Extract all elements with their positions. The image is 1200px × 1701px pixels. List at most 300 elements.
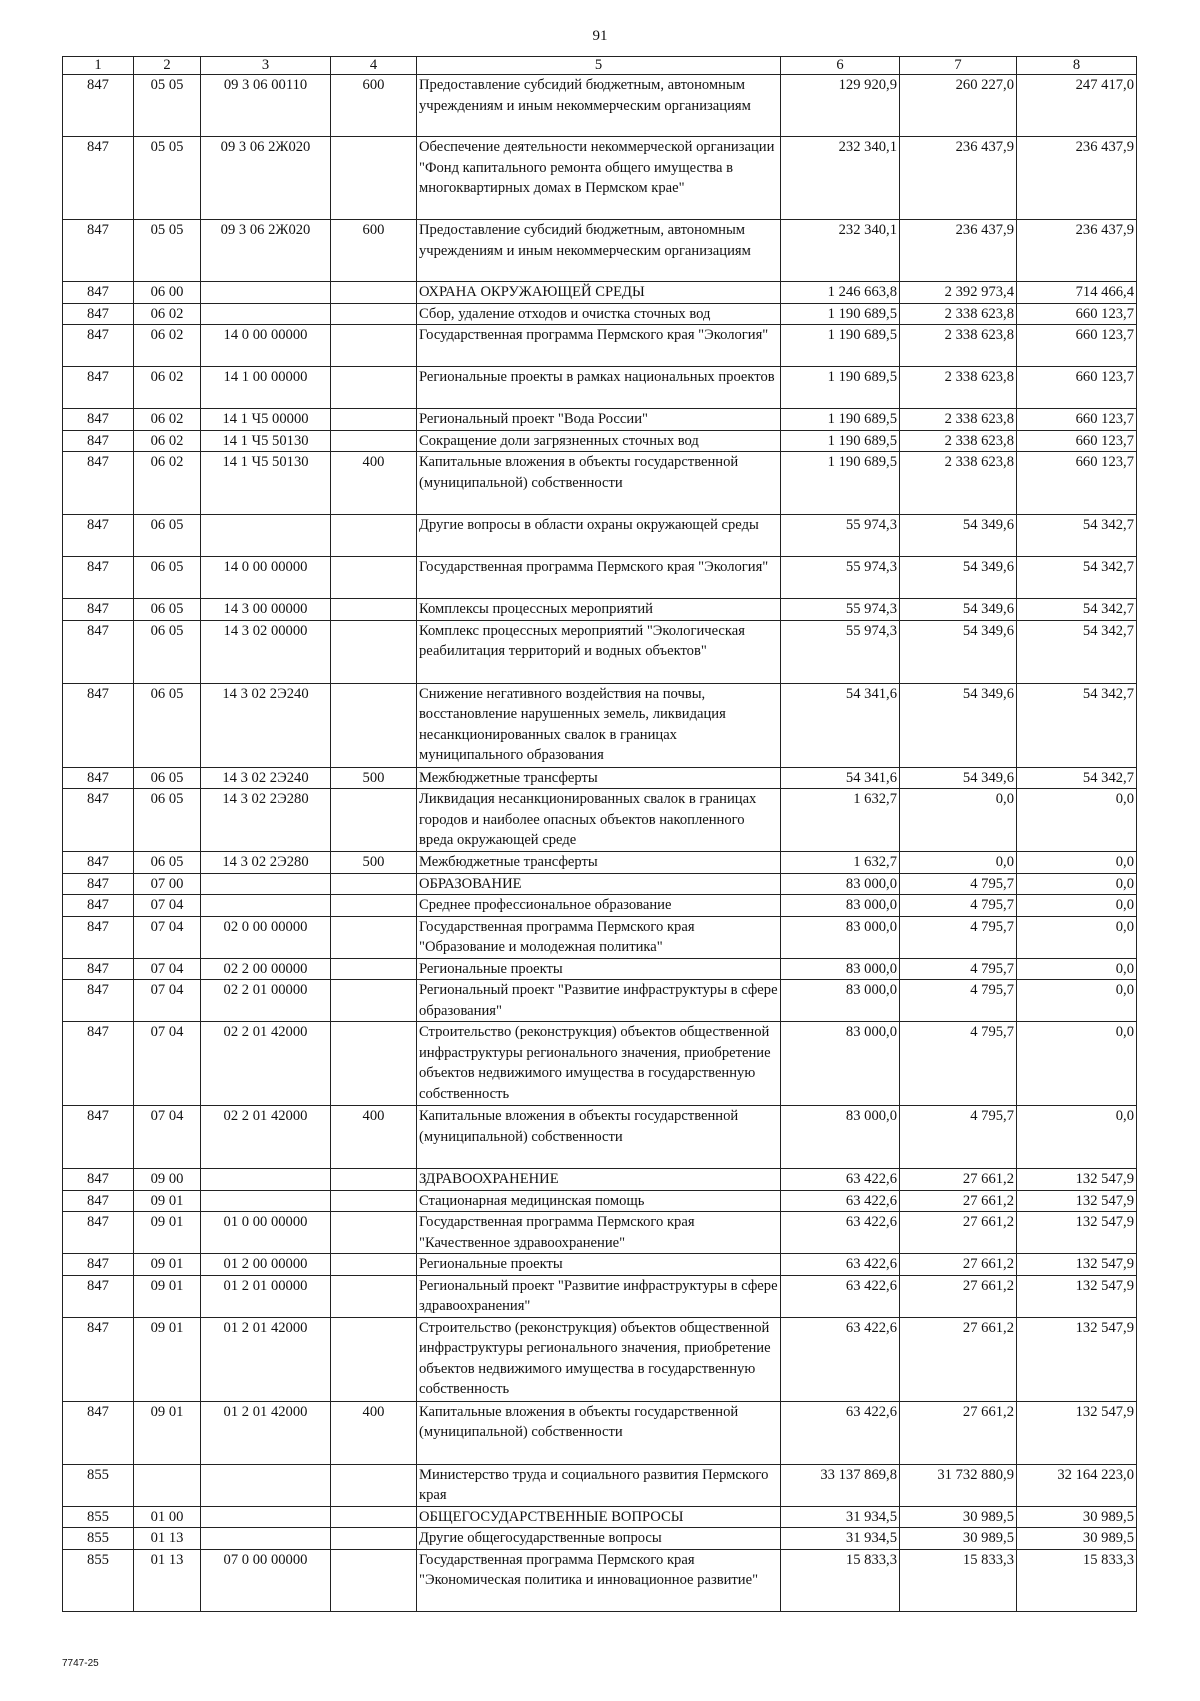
- cell-col3: 01 2 01 42000: [201, 1401, 331, 1464]
- cell-col3: 09 3 06 2Ж020: [201, 137, 331, 220]
- cell-col4: [331, 1464, 417, 1506]
- cell-col1: 847: [63, 1190, 134, 1212]
- cell-col3: [201, 1506, 331, 1528]
- cell-col8: 0,0: [1017, 1106, 1137, 1169]
- cell-col8: 0,0: [1017, 895, 1137, 917]
- cell-col1: 847: [63, 282, 134, 304]
- table-row: [63, 1275, 1137, 1317]
- table-row: [63, 1190, 1137, 1212]
- cell-col3: [201, 1169, 331, 1191]
- cell-col8: 0,0: [1017, 1022, 1137, 1106]
- cell-col8: 0,0: [1017, 789, 1137, 852]
- cell-col3: 14 3 00 00000: [201, 599, 331, 621]
- cell-col8: 54 342,7: [1017, 599, 1137, 621]
- cell-col4: [331, 137, 417, 220]
- cell-col8: 132 547,9: [1017, 1254, 1137, 1276]
- table-row: [63, 1464, 1137, 1506]
- cell-col2: 06 05: [134, 683, 201, 767]
- cell-col2: 07 04: [134, 958, 201, 980]
- cell-col6: 55 974,3: [781, 557, 900, 599]
- column-number-row: [63, 57, 1137, 75]
- cell-col2: 06 05: [134, 852, 201, 874]
- cell-col7: 54 349,6: [900, 683, 1017, 767]
- cell-col6: 83 000,0: [781, 916, 900, 958]
- cell-col8: 54 342,7: [1017, 515, 1137, 557]
- cell-col4: [331, 620, 417, 683]
- column-header-4: 4: [331, 57, 417, 75]
- cell-col7: 0,0: [900, 852, 1017, 874]
- table-row: [63, 325, 1137, 367]
- cell-col2: 09 01: [134, 1275, 201, 1317]
- cell-col4: 500: [331, 852, 417, 874]
- cell-col6: 1 190 689,5: [781, 367, 900, 409]
- cell-col8: 660 123,7: [1017, 325, 1137, 367]
- cell-col4: [331, 557, 417, 599]
- cell-col8: 247 417,0: [1017, 75, 1137, 137]
- cell-col1: 847: [63, 1317, 134, 1401]
- table-row: [63, 452, 1137, 515]
- cell-col5: Региональный проект "Развитие инфраструктуры в сфере здравоохранения": [417, 1275, 781, 1317]
- cell-col6: 54 341,6: [781, 767, 900, 789]
- cell-col3: 14 1 Ч5 50130: [201, 430, 331, 452]
- cell-col2: 06 05: [134, 789, 201, 852]
- cell-col4: 500: [331, 767, 417, 789]
- cell-col4: [331, 895, 417, 917]
- cell-col3: [201, 873, 331, 895]
- cell-col6: 63 422,6: [781, 1275, 900, 1317]
- cell-col8: 15 833,3: [1017, 1549, 1137, 1611]
- cell-col2: 05 05: [134, 137, 201, 220]
- cell-col1: 847: [63, 557, 134, 599]
- cell-col4: 400: [331, 1106, 417, 1169]
- cell-col8: 660 123,7: [1017, 409, 1137, 431]
- cell-col4: [331, 1022, 417, 1106]
- cell-col8: 236 437,9: [1017, 137, 1137, 220]
- cell-col5: Строительство (реконструкция) объектов общественной инфраструктуры регионального значения, приобретение объектов недвижимого имущества в государственную собственность: [417, 1317, 781, 1401]
- cell-col1: 855: [63, 1528, 134, 1550]
- cell-col4: [331, 958, 417, 980]
- cell-col7: 54 349,6: [900, 599, 1017, 621]
- cell-col2: 09 00: [134, 1169, 201, 1191]
- cell-col3: 01 0 00 00000: [201, 1212, 331, 1254]
- cell-col6: 55 974,3: [781, 599, 900, 621]
- cell-col1: 847: [63, 367, 134, 409]
- cell-col7: 260 227,0: [900, 75, 1017, 137]
- cell-col6: 1 190 689,5: [781, 303, 900, 325]
- cell-col8: 0,0: [1017, 916, 1137, 958]
- table-row: [63, 767, 1137, 789]
- cell-col7: 4 795,7: [900, 895, 1017, 917]
- table-row: [63, 282, 1137, 304]
- cell-col5: Государственная программа Пермского края "Экономическая политика и инновационное развитие": [417, 1549, 781, 1611]
- table-row: [63, 852, 1137, 874]
- cell-col3: [201, 515, 331, 557]
- cell-col7: 4 795,7: [900, 980, 1017, 1022]
- cell-col3: 01 2 01 00000: [201, 1275, 331, 1317]
- cell-col8: 132 547,9: [1017, 1275, 1137, 1317]
- cell-col6: 83 000,0: [781, 895, 900, 917]
- table-row: [63, 137, 1137, 220]
- cell-col6: 63 422,6: [781, 1317, 900, 1401]
- cell-col2: 01 13: [134, 1549, 201, 1611]
- table-row: [63, 1401, 1137, 1464]
- cell-col3: 14 3 02 2Э240: [201, 683, 331, 767]
- cell-col5: ОБЩЕГОСУДАРСТВЕННЫЕ ВОПРОСЫ: [417, 1506, 781, 1528]
- table-row: [63, 1106, 1137, 1169]
- cell-col7: 54 349,6: [900, 767, 1017, 789]
- cell-col6: 83 000,0: [781, 958, 900, 980]
- cell-col7: 30 989,5: [900, 1528, 1017, 1550]
- cell-col6: 1 632,7: [781, 789, 900, 852]
- cell-col6: 1 190 689,5: [781, 430, 900, 452]
- cell-col3: [201, 1528, 331, 1550]
- cell-col6: 1 190 689,5: [781, 452, 900, 515]
- cell-col2: 09 01: [134, 1212, 201, 1254]
- cell-col4: [331, 1212, 417, 1254]
- cell-col5: Сбор, удаление отходов и очистка сточных вод: [417, 303, 781, 325]
- cell-col3: 02 2 01 42000: [201, 1022, 331, 1106]
- table-row: [63, 895, 1137, 917]
- cell-col7: 236 437,9: [900, 220, 1017, 282]
- cell-col5: Строительство (реконструкция) объектов общественной инфраструктуры регионального значения, приобретение объектов недвижимого имущества в государственную собственность: [417, 1022, 781, 1106]
- cell-col5: Государственная программа Пермского края "Качественное здравоохранение": [417, 1212, 781, 1254]
- cell-col2: 07 04: [134, 980, 201, 1022]
- cell-col8: 0,0: [1017, 958, 1137, 980]
- cell-col3: [201, 1464, 331, 1506]
- cell-col4: [331, 1190, 417, 1212]
- cell-col2: 07 04: [134, 895, 201, 917]
- cell-col5: Предоставление субсидий бюджетным, автономным учреждениям и иным некоммерческим организациям: [417, 220, 781, 282]
- cell-col7: 54 349,6: [900, 557, 1017, 599]
- cell-col8: 54 342,7: [1017, 683, 1137, 767]
- cell-col2: [134, 1464, 201, 1506]
- cell-col1: 847: [63, 409, 134, 431]
- table-row: [63, 75, 1137, 137]
- table-row: [63, 303, 1137, 325]
- cell-col5: Сокращение доли загрязненных сточных вод: [417, 430, 781, 452]
- cell-col7: 30 989,5: [900, 1506, 1017, 1528]
- cell-col2: 07 04: [134, 1106, 201, 1169]
- cell-col1: 847: [63, 958, 134, 980]
- cell-col5: Капитальные вложения в объекты государственной (муниципальной) собственности: [417, 452, 781, 515]
- cell-col5: Капитальные вложения в объекты государственной (муниципальной) собственности: [417, 1106, 781, 1169]
- cell-col5: Снижение негативного воздействия на почвы, восстановление нарушенных земель, ликвидация несанкционированных свалок в границах муниципального образования: [417, 683, 781, 767]
- cell-col2: 01 00: [134, 1506, 201, 1528]
- cell-col3: [201, 895, 331, 917]
- cell-col2: 06 02: [134, 430, 201, 452]
- cell-col6: 54 341,6: [781, 683, 900, 767]
- cell-col5: Региональные проекты: [417, 1254, 781, 1276]
- cell-col1: 847: [63, 852, 134, 874]
- cell-col4: [331, 873, 417, 895]
- cell-col3: [201, 282, 331, 304]
- table-row: [63, 409, 1137, 431]
- cell-col8: 132 547,9: [1017, 1317, 1137, 1401]
- cell-col8: 0,0: [1017, 873, 1137, 895]
- cell-col5: Комплекс процессных мероприятий "Экологическая реабилитация территорий и водных объектов": [417, 620, 781, 683]
- cell-col7: 4 795,7: [900, 958, 1017, 980]
- cell-col5: Ликвидация несанкционированных свалок в границах городов и наиболее опасных объектов накопленного вреда окружающей среде: [417, 789, 781, 852]
- cell-col3: 14 3 02 2Э280: [201, 789, 331, 852]
- cell-col6: 1 190 689,5: [781, 409, 900, 431]
- cell-col3: 14 0 00 00000: [201, 557, 331, 599]
- cell-col2: 09 01: [134, 1190, 201, 1212]
- cell-col7: 2 338 623,8: [900, 303, 1017, 325]
- cell-col6: 232 340,1: [781, 220, 900, 282]
- cell-col5: ОБРАЗОВАНИЕ: [417, 873, 781, 895]
- cell-col4: 600: [331, 75, 417, 137]
- cell-col5: Государственная программа Пермского края "Образование и молодежная политика": [417, 916, 781, 958]
- cell-col1: 847: [63, 767, 134, 789]
- cell-col4: [331, 325, 417, 367]
- table-row: [63, 1528, 1137, 1550]
- cell-col3: 02 2 01 00000: [201, 980, 331, 1022]
- cell-col7: 27 661,2: [900, 1190, 1017, 1212]
- column-header-2: 2: [134, 57, 201, 75]
- cell-col2: 06 05: [134, 515, 201, 557]
- cell-col6: 83 000,0: [781, 980, 900, 1022]
- column-header-3: 3: [201, 57, 331, 75]
- cell-col8: 660 123,7: [1017, 452, 1137, 515]
- cell-col8: 132 547,9: [1017, 1190, 1137, 1212]
- cell-col1: 847: [63, 1169, 134, 1191]
- table-row: [63, 789, 1137, 852]
- cell-col4: 400: [331, 452, 417, 515]
- cell-col1: 847: [63, 620, 134, 683]
- cell-col4: [331, 789, 417, 852]
- cell-col3: 01 2 01 42000: [201, 1317, 331, 1401]
- cell-col1: 847: [63, 1022, 134, 1106]
- cell-col4: [331, 409, 417, 431]
- cell-col8: 132 547,9: [1017, 1401, 1137, 1464]
- cell-col4: [331, 599, 417, 621]
- cell-col8: 660 123,7: [1017, 367, 1137, 409]
- cell-col3: 14 3 02 2Э280: [201, 852, 331, 874]
- cell-col5: Государственная программа Пермского края "Экология": [417, 325, 781, 367]
- cell-col8: 660 123,7: [1017, 303, 1137, 325]
- cell-col2: 06 02: [134, 367, 201, 409]
- cell-col6: 129 920,9: [781, 75, 900, 137]
- cell-col6: 15 833,3: [781, 1549, 900, 1611]
- cell-col6: 63 422,6: [781, 1190, 900, 1212]
- cell-col4: [331, 683, 417, 767]
- cell-col8: 132 547,9: [1017, 1169, 1137, 1191]
- cell-col1: 847: [63, 895, 134, 917]
- cell-col2: 09 01: [134, 1254, 201, 1276]
- table-row: [63, 1022, 1137, 1106]
- cell-col6: 31 934,5: [781, 1528, 900, 1550]
- cell-col1: 847: [63, 683, 134, 767]
- cell-col5: Государственная программа Пермского края "Экология": [417, 557, 781, 599]
- cell-col4: [331, 1254, 417, 1276]
- cell-col6: 63 422,6: [781, 1212, 900, 1254]
- cell-col3: [201, 1190, 331, 1212]
- cell-col8: 30 989,5: [1017, 1506, 1137, 1528]
- cell-col6: 31 934,5: [781, 1506, 900, 1528]
- cell-col5: ЗДРАВООХРАНЕНИЕ: [417, 1169, 781, 1191]
- cell-col6: 33 137 869,8: [781, 1464, 900, 1506]
- table-row: [63, 1212, 1137, 1254]
- cell-col6: 83 000,0: [781, 873, 900, 895]
- cell-col7: 2 338 623,8: [900, 452, 1017, 515]
- cell-col7: 31 732 880,9: [900, 1464, 1017, 1506]
- cell-col5: Другие общегосударственные вопросы: [417, 1528, 781, 1550]
- cell-col8: 714 466,4: [1017, 282, 1137, 304]
- cell-col2: 06 02: [134, 303, 201, 325]
- table-row: [63, 220, 1137, 282]
- cell-col1: 855: [63, 1506, 134, 1528]
- budget-table: [62, 56, 1137, 1612]
- cell-col7: 27 661,2: [900, 1401, 1017, 1464]
- cell-col4: [331, 1169, 417, 1191]
- cell-col5: Региональные проекты в рамках национальных проектов: [417, 367, 781, 409]
- table-body: [63, 75, 1137, 1612]
- cell-col1: 847: [63, 452, 134, 515]
- cell-col7: 54 349,6: [900, 515, 1017, 557]
- cell-col4: [331, 282, 417, 304]
- cell-col1: 847: [63, 873, 134, 895]
- cell-col7: 0,0: [900, 789, 1017, 852]
- cell-col2: 06 05: [134, 599, 201, 621]
- cell-col8: 660 123,7: [1017, 430, 1137, 452]
- cell-col7: 4 795,7: [900, 873, 1017, 895]
- cell-col2: 01 13: [134, 1528, 201, 1550]
- cell-col6: 83 000,0: [781, 1106, 900, 1169]
- column-header-7: 7: [900, 57, 1017, 75]
- cell-col3: 02 2 01 42000: [201, 1106, 331, 1169]
- cell-col1: 847: [63, 1106, 134, 1169]
- cell-col6: 232 340,1: [781, 137, 900, 220]
- cell-col6: 63 422,6: [781, 1169, 900, 1191]
- cell-col7: 2 392 973,4: [900, 282, 1017, 304]
- cell-col1: 847: [63, 599, 134, 621]
- cell-col1: 847: [63, 430, 134, 452]
- cell-col1: 847: [63, 789, 134, 852]
- cell-col7: 27 661,2: [900, 1275, 1017, 1317]
- cell-col7: 4 795,7: [900, 1106, 1017, 1169]
- cell-col6: 1 632,7: [781, 852, 900, 874]
- column-header-1: 1: [63, 57, 134, 75]
- table-row: [63, 873, 1137, 895]
- cell-col7: 2 338 623,8: [900, 409, 1017, 431]
- cell-col7: 27 661,2: [900, 1317, 1017, 1401]
- cell-col3: 14 1 00 00000: [201, 367, 331, 409]
- cell-col1: 847: [63, 303, 134, 325]
- cell-col5: ОХРАНА ОКРУЖАЮЩЕЙ СРЕДЫ: [417, 282, 781, 304]
- cell-col7: 4 795,7: [900, 916, 1017, 958]
- cell-col5: Другие вопросы в области охраны окружающей среды: [417, 515, 781, 557]
- cell-col1: 847: [63, 916, 134, 958]
- cell-col2: 06 05: [134, 620, 201, 683]
- table-row: [63, 980, 1137, 1022]
- cell-col6: 1 246 663,8: [781, 282, 900, 304]
- cell-col1: 847: [63, 1212, 134, 1254]
- cell-col4: [331, 303, 417, 325]
- cell-col7: 15 833,3: [900, 1549, 1017, 1611]
- cell-col4: [331, 916, 417, 958]
- cell-col6: 63 422,6: [781, 1254, 900, 1276]
- cell-col2: 06 02: [134, 325, 201, 367]
- cell-col3: 02 2 00 00000: [201, 958, 331, 980]
- cell-col8: 32 164 223,0: [1017, 1464, 1137, 1506]
- cell-col2: 06 05: [134, 557, 201, 599]
- cell-col2: 09 01: [134, 1317, 201, 1401]
- cell-col6: 55 974,3: [781, 515, 900, 557]
- cell-col1: 847: [63, 325, 134, 367]
- cell-col5: Обеспечение деятельности некоммерческой организации "Фонд капитального ремонта общего имущества в многоквартирных домах в Пермском крае": [417, 137, 781, 220]
- cell-col2: 05 05: [134, 75, 201, 137]
- table-row: [63, 1317, 1137, 1401]
- table-row: [63, 599, 1137, 621]
- cell-col2: 06 00: [134, 282, 201, 304]
- cell-col5: Среднее профессиональное образование: [417, 895, 781, 917]
- cell-col1: 855: [63, 1549, 134, 1611]
- column-header-8: 8: [1017, 57, 1137, 75]
- cell-col4: [331, 1549, 417, 1611]
- cell-col5: Предоставление субсидий бюджетным, автономным учреждениям и иным некоммерческим организациям: [417, 75, 781, 137]
- table-row: [63, 916, 1137, 958]
- column-header-6: 6: [781, 57, 900, 75]
- cell-col7: 2 338 623,8: [900, 325, 1017, 367]
- cell-col5: Региональный проект "Развитие инфраструктуры в сфере образования": [417, 980, 781, 1022]
- cell-col3: 14 1 Ч5 50130: [201, 452, 331, 515]
- page-number: 91: [592, 28, 608, 44]
- cell-col7: 27 661,2: [900, 1212, 1017, 1254]
- table-row: [63, 1549, 1137, 1611]
- cell-col4: [331, 1506, 417, 1528]
- cell-col4: [331, 1528, 417, 1550]
- cell-col3: [201, 303, 331, 325]
- cell-col3: 02 0 00 00000: [201, 916, 331, 958]
- table-row: [63, 620, 1137, 683]
- cell-col4: [331, 980, 417, 1022]
- cell-col2: 07 04: [134, 1022, 201, 1106]
- cell-col7: 27 661,2: [900, 1254, 1017, 1276]
- cell-col2: 09 01: [134, 1401, 201, 1464]
- table-row: [63, 958, 1137, 980]
- cell-col8: 0,0: [1017, 852, 1137, 874]
- cell-col6: 1 190 689,5: [781, 325, 900, 367]
- cell-col8: 0,0: [1017, 980, 1137, 1022]
- cell-col4: [331, 430, 417, 452]
- cell-col4: [331, 1317, 417, 1401]
- cell-col8: 54 342,7: [1017, 620, 1137, 683]
- cell-col1: 847: [63, 1401, 134, 1464]
- cell-col4: [331, 1275, 417, 1317]
- table-row: [63, 1506, 1137, 1528]
- cell-col1: 847: [63, 220, 134, 282]
- table-row: [63, 515, 1137, 557]
- cell-col2: 07 04: [134, 916, 201, 958]
- table-row: [63, 430, 1137, 452]
- cell-col1: 847: [63, 1254, 134, 1276]
- cell-col2: 05 05: [134, 220, 201, 282]
- table-header: [63, 57, 1137, 75]
- table-row: [63, 1169, 1137, 1191]
- cell-col8: 236 437,9: [1017, 220, 1137, 282]
- cell-col1: 847: [63, 980, 134, 1022]
- cell-col4: [331, 367, 417, 409]
- cell-col3: 14 3 02 2Э240: [201, 767, 331, 789]
- cell-col1: 847: [63, 137, 134, 220]
- cell-col5: Стационарная медицинская помощь: [417, 1190, 781, 1212]
- cell-col6: 55 974,3: [781, 620, 900, 683]
- cell-col3: 09 3 06 2Ж020: [201, 220, 331, 282]
- cell-col4: 600: [331, 220, 417, 282]
- cell-col7: 27 661,2: [900, 1169, 1017, 1191]
- cell-col2: 06 02: [134, 452, 201, 515]
- document-code: 7747-25: [62, 1658, 99, 1669]
